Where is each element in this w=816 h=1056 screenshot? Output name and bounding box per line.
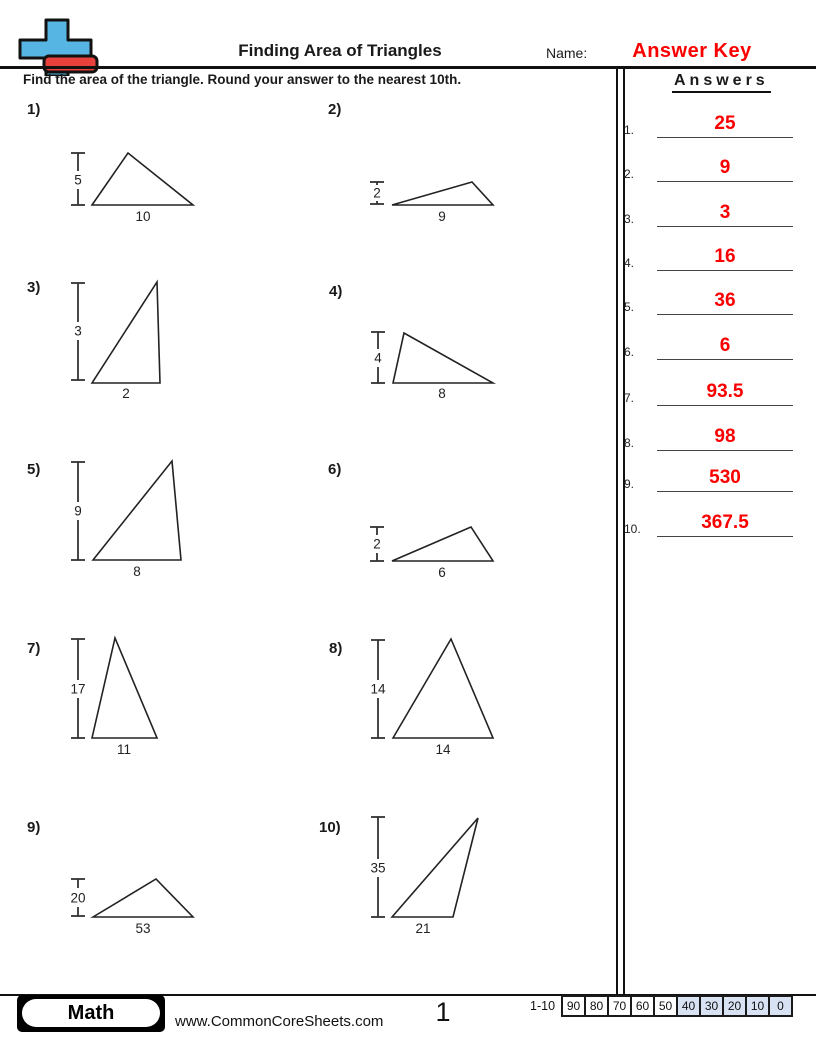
score-cell: 70: [607, 995, 632, 1017]
height-label: 35: [370, 860, 386, 876]
base-label: 11: [116, 742, 132, 757]
answer-blank-line: [657, 359, 793, 360]
answer-value: 25: [714, 113, 736, 134]
answer-blank-line: [657, 536, 793, 537]
base-label: 8: [438, 386, 446, 401]
answer-row-8: [620, 421, 798, 451]
base-label: 2: [122, 386, 130, 401]
answers-heading: Answers: [672, 72, 771, 93]
problem-9: [24, 808, 234, 948]
answer-blank-line: [657, 226, 793, 227]
problem-4: [324, 274, 534, 414]
score-grid: [561, 995, 793, 1017]
height-label: 3: [74, 323, 82, 339]
answer-number: 8.: [624, 436, 635, 450]
problem-number: 7): [27, 640, 41, 657]
triangle-shape: [392, 818, 478, 917]
minus-icon: [44, 56, 97, 72]
name-label: Name:: [546, 45, 588, 61]
answer-row-9: [620, 462, 798, 492]
problem-1: [24, 96, 234, 236]
answer-blank-line: [657, 137, 793, 138]
height-label: 14: [370, 681, 386, 697]
answer-value: 530: [709, 467, 741, 488]
base-label: 6: [438, 565, 446, 580]
problem-number: 5): [27, 461, 41, 478]
answer-number: 1.: [624, 123, 635, 137]
height-label: 17: [70, 681, 86, 697]
score-cell: 0: [768, 995, 793, 1017]
problem-number: 1): [27, 101, 41, 118]
answer-row-2: [620, 152, 798, 182]
answer-blank-line: [657, 491, 793, 492]
problem-7: [24, 630, 234, 770]
triangle-shape: [392, 527, 493, 561]
problem-number: 9): [27, 819, 41, 836]
page-title: Finding Area of Triangles: [238, 41, 442, 60]
answer-row-7: [620, 376, 798, 406]
score-cell: 40: [676, 995, 701, 1017]
instruction-text: Find the area of the triangle. Round your answer to the nearest 10th.: [23, 72, 462, 87]
score-cell: 30: [699, 995, 724, 1017]
answer-number: 2.: [624, 167, 635, 181]
answer-value: 6: [719, 335, 731, 356]
problem-2: [324, 96, 534, 236]
base-label: 21: [415, 921, 431, 936]
triangle-shape: [93, 879, 193, 917]
answer-row-10: [620, 507, 798, 537]
base-label: 14: [435, 742, 451, 757]
score-cell: 80: [584, 995, 609, 1017]
height-label: 2: [373, 185, 381, 201]
answer-blank-line: [657, 181, 793, 182]
triangle-shape: [393, 639, 493, 738]
base-label: 53: [135, 921, 151, 936]
answer-key-text: Answer Key: [632, 40, 752, 62]
triangle-shape: [93, 461, 181, 560]
answer-row-4: [620, 241, 798, 271]
answer-number: 3.: [624, 212, 635, 226]
height-label: 20: [70, 890, 86, 906]
page-number: 1: [435, 997, 451, 1027]
height-label: 4: [374, 350, 382, 366]
answer-row-5: [620, 285, 798, 315]
answer-number: 9.: [624, 477, 635, 491]
problem-6: [324, 452, 534, 592]
answer-number: 10.: [624, 522, 641, 536]
triangle-shape: [92, 638, 157, 738]
height-label: 2: [373, 536, 381, 552]
answer-blank-line: [657, 270, 793, 271]
subject-badge: [17, 995, 165, 1032]
problem-8: [324, 630, 534, 770]
answer-number: 7.: [624, 391, 635, 405]
answer-value: 9: [719, 157, 731, 178]
answer-row-6: [620, 330, 798, 360]
triangle-shape: [92, 153, 193, 205]
base-label: 8: [133, 564, 141, 579]
score-cell: 20: [722, 995, 747, 1017]
triangle-shape: [392, 182, 493, 205]
answer-value: 93.5: [706, 381, 744, 402]
answer-value: 36: [714, 290, 736, 311]
answer-row-3: [620, 197, 798, 227]
height-label: 9: [74, 503, 82, 519]
header-rule: [0, 66, 816, 69]
triangle-shape: [393, 333, 493, 383]
triangle-shape: [92, 282, 160, 383]
problem-number: 2): [328, 101, 342, 118]
problem-3: [24, 274, 234, 414]
problem-5: [24, 452, 234, 592]
answer-value: 367.5: [701, 512, 749, 533]
problem-10: [316, 808, 526, 948]
problem-number: 10): [319, 819, 341, 836]
score-cell: 50: [653, 995, 678, 1017]
answer-value: 3: [719, 202, 731, 223]
height-label: 5: [74, 172, 82, 188]
problem-number: 8): [329, 640, 343, 657]
base-label: 9: [438, 209, 446, 224]
score-cell: 10: [745, 995, 770, 1017]
answer-blank-line: [657, 314, 793, 315]
answer-blank-line: [657, 405, 793, 406]
base-label: 10: [135, 209, 151, 224]
answer-value: 16: [714, 246, 736, 267]
problem-number: 6): [328, 461, 342, 478]
answer-number: 6.: [624, 345, 635, 359]
answer-blank-line: [657, 450, 793, 451]
score-cell: 90: [561, 995, 586, 1017]
website-text: www.CommonCoreSheets.com: [175, 1013, 384, 1030]
answer-value: 98: [714, 426, 736, 447]
problem-number: 3): [27, 279, 41, 296]
score-range-label: 1-10: [530, 999, 556, 1013]
score-cell: 60: [630, 995, 655, 1017]
answer-number: 5.: [624, 300, 635, 314]
problem-number: 4): [329, 283, 343, 300]
subject-label: Math: [22, 999, 160, 1027]
answer-number: 4.: [624, 256, 635, 270]
answer-row-1: [620, 108, 798, 138]
